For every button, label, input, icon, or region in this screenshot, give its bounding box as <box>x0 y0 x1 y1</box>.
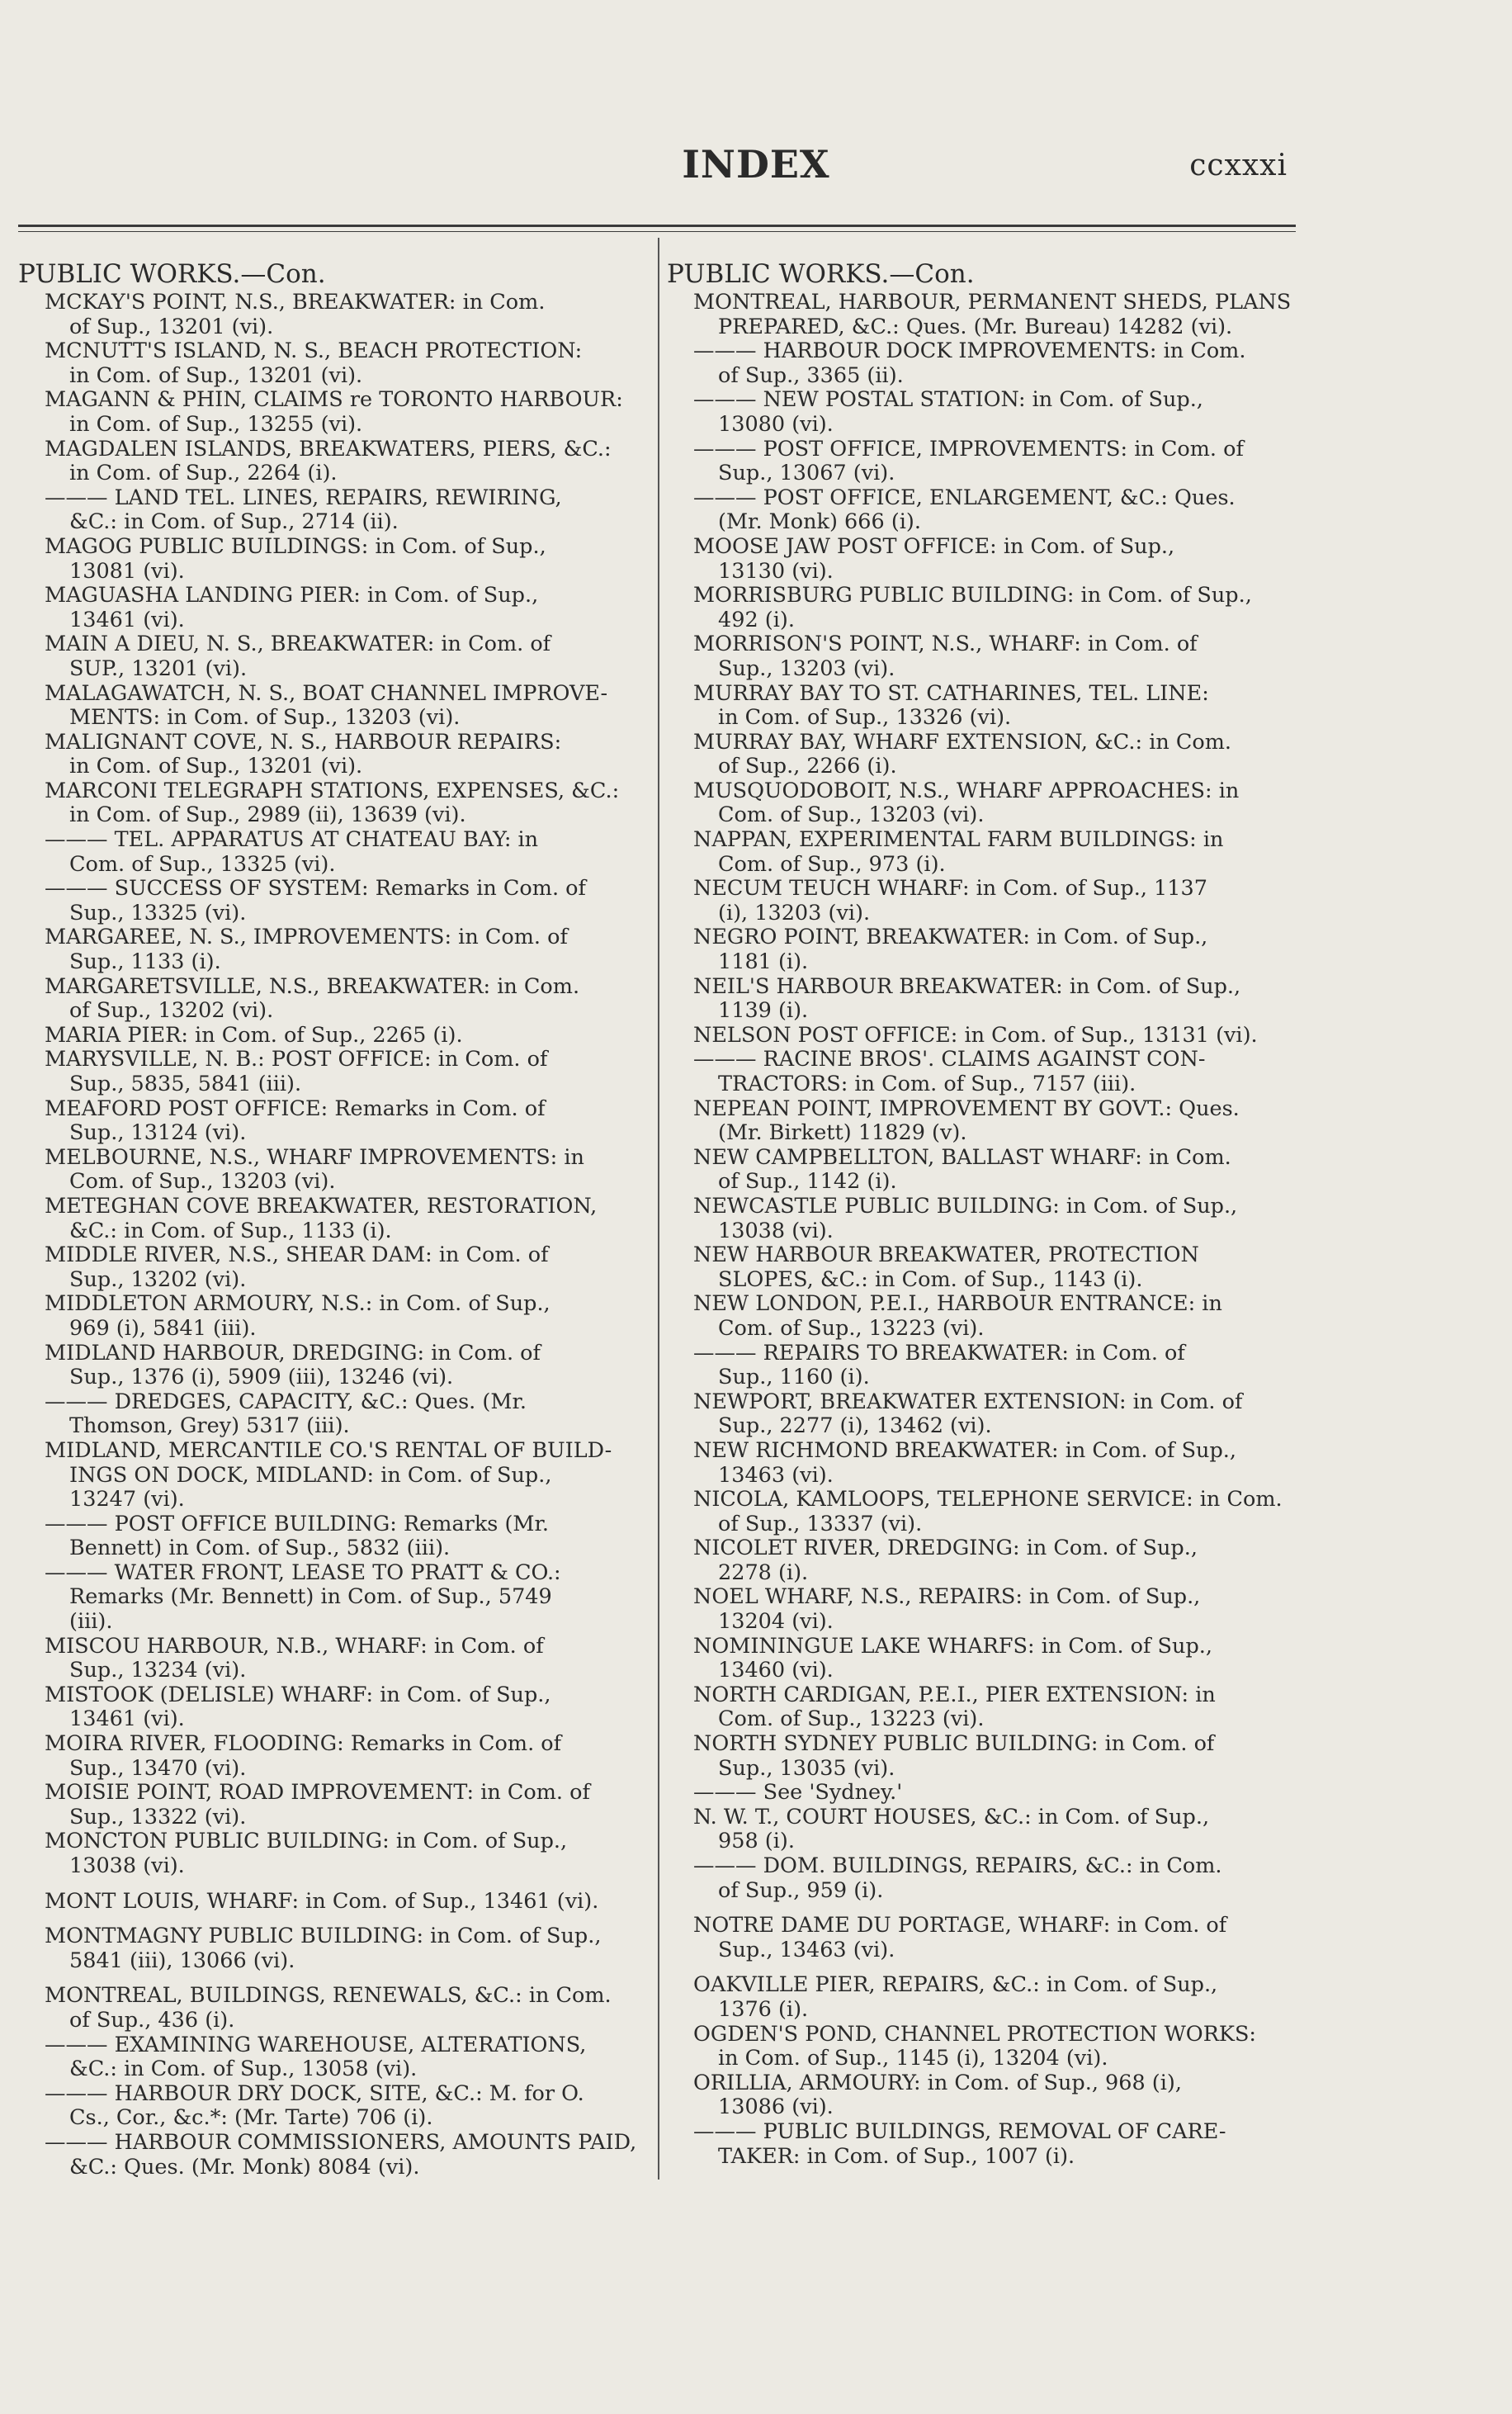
index-entry <box>667 975 1296 1024</box>
index-entry <box>667 1732 1296 1781</box>
index-entry <box>667 388 1296 437</box>
index-entry-line: Sup., 13325 (vi). <box>69 900 247 925</box>
index-entry-line: Thomson, Grey) 5317 (iii). <box>69 1413 350 1439</box>
index-entry <box>667 1024 1296 1048</box>
index-entry <box>667 2071 1296 2120</box>
index-entry-line: MIDLAND, MERCANTILE CO.'S RENTAL OF BUILD- <box>45 1437 612 1463</box>
index-entry <box>18 1890 647 1915</box>
index-entry-line: Sup., 13234 (vi). <box>69 1658 247 1683</box>
index-entry <box>667 1635 1296 1683</box>
index-entry-line: ——— EXAMINING WAREHOUSE, ALTERATIONS, <box>45 2032 587 2057</box>
index-entry <box>18 1439 647 1512</box>
index-entry-line: in Com. of Sup., 1145 (i), 13204 (vi). <box>718 2046 1108 2071</box>
index-entry-line: in Com. of Sup., 13201 (vi). <box>69 754 363 779</box>
index-entry-line: MARIA PIER: in Com. of Sup., 2265 (i). <box>45 1022 463 1048</box>
index-entry-line: MORRISBURG PUBLIC BUILDING: in Com. of Sup., <box>693 583 1252 608</box>
right-column-heading: PUBLIC WORKS.—Con. <box>667 259 975 289</box>
index-entry-line: MAGOG PUBLIC BUILDINGS: in Com. of Sup., <box>45 533 546 559</box>
index-entry <box>18 291 647 339</box>
index-entry-line: (iii). <box>69 1609 113 1635</box>
index-entry-line: ——— See 'Sydney.' <box>693 1780 903 1806</box>
header-rule-thick <box>18 225 1296 227</box>
index-entry-line: Sup., 1133 (i). <box>69 949 221 975</box>
index-entry-line: MISCOU HARBOUR, N.B., WHARF: in Com. of <box>45 1633 544 1659</box>
index-entry-line: NEW RICHMOND BREAKWATER: in Com. of Sup., <box>693 1437 1236 1463</box>
index-entry <box>667 828 1296 877</box>
index-entry-line: ——— DOM. BUILDINGS, REPAIRS, &C.: in Com. <box>693 1853 1222 1878</box>
index-entry-line: &C.: in Com. of Sup., 1133 (i). <box>69 1218 392 1243</box>
index-entry <box>667 682 1296 731</box>
index-entry-line: 13081 (vi). <box>69 558 185 584</box>
index-entry-line: OAKVILLE PIER, REPAIRS, &C.: in Com. of Sup., <box>693 1972 1218 1998</box>
index-entry <box>667 438 1296 486</box>
index-entry-line: Bennett) in Com. of Sup., 5832 (iii). <box>69 1536 451 1561</box>
index-entry-line: 5841 (iii), 13066 (vi). <box>69 1948 295 1973</box>
index-entry <box>18 1924 647 1973</box>
index-entry-line: MARGARETSVILLE, N.S., BREAKWATER: in Com. <box>45 973 580 999</box>
index-entry <box>18 438 647 486</box>
index-entry <box>667 1292 1296 1341</box>
index-entry-line: 969 (i), 5841 (iii). <box>69 1315 257 1341</box>
index-entry <box>18 1024 647 1048</box>
index-entry <box>667 1146 1296 1195</box>
index-entry <box>18 2082 647 2131</box>
index-entry-line: ——— SUCCESS OF SYSTEM: Remarks in Com. of <box>45 876 586 902</box>
index-entry-line: ——— HARBOUR DOCK IMPROVEMENTS: in Com. <box>693 338 1246 364</box>
index-entry-line: Sup., 1160 (i). <box>718 1365 870 1390</box>
index-entry-line: NEWCASTLE PUBLIC BUILDING: in Com. of Sup., <box>693 1193 1238 1219</box>
index-entry-line: Com. of Sup., 13325 (vi). <box>69 851 336 877</box>
index-entry-line: &C.: in Com. of Sup., 2714 (ii). <box>69 509 399 535</box>
index-entry <box>18 1732 647 1781</box>
index-entry-line: MEAFORD POST OFFICE: Remarks in Com. of <box>45 1096 546 1121</box>
index-entry-line: 13460 (vi). <box>718 1658 834 1683</box>
index-entry <box>18 1984 647 2033</box>
index-entry-line: &C.: Ques. (Mr. Monk) 8084 (vi). <box>69 2154 420 2180</box>
index-entry <box>18 535 647 584</box>
index-entry-line: NEW CAMPBELLTON, BALLAST WHARF: in Com. <box>693 1144 1231 1170</box>
index-entry-line: NOTRE DAME DU PORTAGE, WHARF: in Com. of <box>693 1913 1227 1938</box>
index-entry-line: MURRAY BAY, WHARF EXTENSION, &C.: in Com. <box>693 729 1232 755</box>
index-entry-line: Sup., 13463 (vi). <box>718 1937 895 1962</box>
index-entry-line: Com. of Sup., 973 (i). <box>718 851 946 877</box>
index-entry-line: MARCONI TELEGRAPH STATIONS, EXPENSES, &C.: <box>45 778 620 803</box>
page-number: ccxxxi <box>1189 149 1288 182</box>
index-entry-line: ——— HARBOUR DRY DOCK, SITE, &C.: M. for O. <box>45 2080 584 2106</box>
index-entry-line: (i), 13203 (vi). <box>718 900 871 925</box>
index-entry <box>667 1097 1296 1146</box>
index-entry-line: Sup., 13067 (vi). <box>718 461 895 486</box>
index-entry-line: MELBOURNE, N.S., WHARF IMPROVEMENTS: in <box>45 1144 584 1170</box>
index-entry-line: METEGHAN COVE BREAKWATER, RESTORATION, <box>45 1193 598 1219</box>
index-entry <box>18 339 647 388</box>
index-entry-line: TRACTORS: in Com. of Sup., 7157 (iii). <box>718 1072 1136 1096</box>
index-entry-line: MONT LOUIS, WHARF: in Com. of Sup., 13461 (vi). <box>45 1888 599 1914</box>
index-entry-line: NEW HARBOUR BREAKWATER, PROTECTION <box>693 1242 1199 1268</box>
index-entry-line: NEIL'S HARBOUR BREAKWATER: in Com. of Sup., <box>693 973 1241 999</box>
index-entry <box>18 486 647 535</box>
index-entry <box>18 1342 647 1390</box>
index-entry-line: NAPPAN, EXPERIMENTAL FARM BUILDINGS: in <box>693 827 1224 853</box>
index-entry-line: SUP., 13201 (vi). <box>69 656 248 681</box>
index-entry-line: 492 (i). <box>718 607 795 632</box>
index-entry <box>667 1342 1296 1390</box>
index-entry-line: of Sup., 2266 (i). <box>718 754 897 779</box>
index-entry-line: of Sup., 959 (i). <box>718 1877 884 1903</box>
index-entry-line: MUSQUODOBOIT, N.S., WHARF APPROACHES: in <box>693 778 1240 803</box>
index-entry-line: MALIGNANT COVE, N. S., HARBOUR REPAIRS: <box>45 729 562 755</box>
index-entry-line: NOEL WHARF, N.S., REPAIRS: in Com. of Sup., <box>693 1584 1201 1610</box>
index-entry-line: N. W. T., COURT HOUSES, &C.: in Com. of Sup., <box>693 1804 1210 1829</box>
index-entry <box>667 632 1296 681</box>
index-entry-line: of Sup., 13202 (vi). <box>69 998 274 1024</box>
index-entry-line: Com. of Sup., 13203 (vi). <box>69 1169 336 1195</box>
index-entry <box>667 1536 1296 1585</box>
index-entry-line: MCKAY'S POINT, N.S., BREAKWATER: in Com. <box>45 290 546 315</box>
index-entry-line: NORTH CARDIGAN, P.E.I., PIER EXTENSION: in <box>693 1682 1216 1707</box>
index-entry-line: 13086 (vi). <box>718 2094 834 2120</box>
index-entry <box>18 1195 647 1243</box>
left-column-heading: PUBLIC WORKS.—Con. <box>18 259 326 289</box>
index-entry-line: ——— POST OFFICE BUILDING: Remarks (Mr. <box>45 1511 550 1536</box>
index-entry <box>18 1829 647 1878</box>
index-entry-line: 13038 (vi). <box>69 1853 185 1878</box>
index-entry-line: SLOPES, &C.: in Com. of Sup., 1143 (i). <box>718 1266 1143 1292</box>
index-entry-line: Sup., 13322 (vi). <box>69 1804 247 1829</box>
index-entry-line: MIDDLE RIVER, N.S., SHEAR DAM: in Com. of <box>45 1242 549 1268</box>
index-entry <box>18 877 647 925</box>
index-entry-line: ——— LAND TEL. LINES, REPAIRS, REWIRING, <box>45 485 562 510</box>
index-entry <box>18 1512 647 1561</box>
index-entry-line: NEWPORT, BREAKWATER EXTENSION: in Com. of <box>693 1389 1243 1414</box>
index-entry-line: MONTREAL, BUILDINGS, RENEWALS, &C.: in Com. <box>45 1983 612 2009</box>
index-entry-line: 13463 (vi). <box>718 1462 834 1488</box>
page-title: INDEX <box>682 142 830 187</box>
index-entry-line: MARGAREE, N. S., IMPROVEMENTS: in Com. of <box>45 925 568 950</box>
index-entry-line: MORRISON'S POINT, N.S., WHARF: in Com. of <box>693 632 1198 657</box>
index-entry <box>18 1561 647 1635</box>
index-entry <box>18 1097 647 1146</box>
index-entry <box>18 1048 647 1096</box>
index-entry-line: Com. of Sup., 13223 (vi). <box>718 1315 985 1341</box>
index-entry-line: ——— NEW POSTAL STATION: in Com. of Sup., <box>693 387 1203 413</box>
index-entry-line: NOMININGUE LAKE WHARFS: in Com. of Sup., <box>693 1633 1212 1659</box>
index-entry-line: 13130 (vi). <box>718 558 834 584</box>
right-entry-list <box>667 291 1296 2169</box>
index-entry-line: Cs., Cor., &c.*: (Mr. Tarte) 706 (i). <box>69 2105 433 2131</box>
index-entry <box>18 2131 647 2180</box>
index-entry-line: ——— POST OFFICE, ENLARGEMENT, &C.: Ques. <box>693 485 1236 510</box>
index-entry-line: Sup., 13124 (vi). <box>69 1120 247 1146</box>
index-entry-line: 13461 (vi). <box>69 1706 185 1732</box>
index-entry <box>667 877 1296 925</box>
index-entry-line: Com. of Sup., 13223 (vi). <box>718 1706 985 1732</box>
header-rule-thin <box>18 231 1296 232</box>
index-entry <box>667 1781 1296 1806</box>
index-entry-line: MOOSE JAW POST OFFICE: in Com. of Sup., <box>693 533 1175 559</box>
index-entry-line: MAGUASHA LANDING PIER: in Com. of Sup., <box>45 583 539 608</box>
index-entry <box>18 1146 647 1195</box>
index-entry <box>18 388 647 437</box>
index-entry-line: 958 (i). <box>718 1829 795 1854</box>
right-column <box>667 258 1296 2169</box>
index-entry <box>667 1439 1296 1488</box>
index-entry-line: MONTREAL, HARBOUR, PERMANENT SHEDS, PLANS <box>693 290 1292 315</box>
index-entry <box>18 632 647 681</box>
index-entry-line: TAKER: in Com. of Sup., 1007 (i). <box>718 2143 1075 2169</box>
index-entry <box>667 291 1296 339</box>
index-entry-line: PREPARED, &C.: Ques. (Mr. Bureau) 14282 (vi). <box>718 314 1233 339</box>
index-entry-line: MIDDLETON ARMOURY, N.S.: in Com. of Sup., <box>45 1291 550 1317</box>
index-entry <box>667 1585 1296 1634</box>
index-entry <box>18 828 647 877</box>
index-entry-line: MOIRA RIVER, FLOODING: Remarks in Com. of <box>45 1731 562 1757</box>
index-entry <box>18 584 647 632</box>
index-entry-line: MURRAY BAY TO ST. CATHARINES, TEL. LINE: <box>693 680 1209 706</box>
index-entry <box>667 1390 1296 1439</box>
index-entry-line: Sup., 5835, 5841 (iii). <box>69 1072 302 1096</box>
index-entry-line: NELSON POST OFFICE: in Com. of Sup., 13131 (vi). <box>693 1022 1258 1048</box>
index-entry-line: ——— POST OFFICE, IMPROVEMENTS: in Com. of <box>693 436 1244 462</box>
index-entry-line: of Sup., 13337 (vi). <box>718 1511 923 1536</box>
index-entry-line: MCNUTT'S ISLAND, N. S., BEACH PROTECTION: <box>45 338 583 364</box>
index-entry <box>18 779 647 828</box>
index-entry-line: Remarks (Mr. Bennett) in Com. of Sup., 5749 <box>69 1584 552 1610</box>
index-entry <box>18 1781 647 1829</box>
index-entry <box>18 1390 647 1439</box>
index-entry-line: Sup., 13202 (vi). <box>69 1266 247 1292</box>
index-entry-line: of Sup., 3365 (ii). <box>718 362 904 388</box>
index-entry-line: ——— REPAIRS TO BREAKWATER: in Com. of <box>693 1340 1185 1366</box>
left-entry-list <box>18 291 647 2180</box>
index-entry-line: in Com. of Sup., 2989 (ii), 13639 (vi). <box>69 802 466 828</box>
index-entry-line: ——— DREDGES, CAPACITY, &C.: Ques. (Mr. <box>45 1389 527 1414</box>
index-entry <box>18 2033 647 2082</box>
index-entry-line: NEW LONDON, P.E.I., HARBOUR ENTRANCE: in <box>693 1291 1222 1317</box>
column-divider <box>658 238 659 2180</box>
index-entry-line: 1139 (i). <box>718 998 809 1024</box>
index-entry-line: MARYSVILLE, N. B.: POST OFFICE: in Com. of <box>45 1047 548 1072</box>
index-entry <box>667 2120 1296 2169</box>
index-entry-line: MIDLAND HARBOUR, DREDGING: in Com. of <box>45 1340 541 1366</box>
index-entry-line: (Mr. Birkett) 11829 (v). <box>718 1120 967 1146</box>
index-entry-line: in Com. of Sup., 2264 (i). <box>69 461 338 486</box>
index-entry-line: NEGRO POINT, BREAKWATER: in Com. of Sup., <box>693 925 1208 950</box>
index-entry-line: MONCTON PUBLIC BUILDING: in Com. of Sup., <box>45 1829 568 1854</box>
index-entry-line: (Mr. Monk) 666 (i). <box>718 509 921 535</box>
index-entry <box>667 1488 1296 1536</box>
index-entry-line: NECUM TEUCH WHARF: in Com. of Sup., 1137 <box>693 876 1207 902</box>
index-entry-line: of Sup., 1142 (i). <box>718 1169 897 1195</box>
index-entry <box>667 486 1296 535</box>
index-entry-line: &C.: in Com. of Sup., 13058 (vi). <box>69 2057 418 2082</box>
index-entry <box>667 1806 1296 1854</box>
left-column <box>18 258 647 2180</box>
index-entry <box>667 535 1296 584</box>
index-entry-line: 13461 (vi). <box>69 607 185 632</box>
index-entry <box>667 925 1296 974</box>
index-entry-line: ——— HARBOUR COMMISSIONERS, AMOUNTS PAID, <box>45 2129 637 2155</box>
index-entry-line: Sup., 2277 (i), 13462 (vi). <box>718 1413 992 1439</box>
index-entry <box>18 925 647 974</box>
index-entry <box>667 1243 1296 1292</box>
index-entry <box>667 339 1296 388</box>
index-entry-line: MAGDALEN ISLANDS, BREAKWATERS, PIERS, &C.: <box>45 436 612 462</box>
index-entry <box>667 1048 1296 1096</box>
index-entry-line: ——— PUBLIC BUILDINGS, REMOVAL OF CARE- <box>693 2118 1226 2144</box>
index-entry-line: ——— RACINE BROS'. CLAIMS AGAINST CON- <box>693 1047 1206 1072</box>
index-entry-line: NORTH SYDNEY PUBLIC BUILDING: in Com. of <box>693 1731 1215 1757</box>
index-entry <box>18 1292 647 1341</box>
index-entry-line: MONTMAGNY PUBLIC BUILDING: in Com. of Sup., <box>45 1924 602 1949</box>
index-entry <box>667 1683 1296 1732</box>
index-entry <box>18 682 647 731</box>
index-entry-line: ORILLIA, ARMOURY: in Com. of Sup., 968 (i), <box>693 2070 1182 2095</box>
index-entry <box>18 1683 647 1732</box>
index-entry-line: in Com. of Sup., 13326 (vi). <box>718 705 1012 731</box>
index-entry-line: MALAGAWATCH, N. S., BOAT CHANNEL IMPROVE- <box>45 680 608 706</box>
index-entry-line: MOISIE POINT, ROAD IMPROVEMENT: in Com. of <box>45 1780 590 1806</box>
index-entry-line: NEPEAN POINT, IMPROVEMENT BY GOVT.: Ques. <box>693 1096 1240 1121</box>
index-entry-line: INGS ON DOCK, MIDLAND: in Com. of Sup., <box>69 1462 552 1488</box>
index-entry-line: Sup., 13470 (vi). <box>69 1755 247 1781</box>
index-entry-line: 1376 (i). <box>718 1996 809 2022</box>
index-entry-line: 1181 (i). <box>718 949 809 975</box>
index-entry-line: ——— TEL. APPARATUS AT CHATEAU BAY: in <box>45 827 539 853</box>
index-entry <box>667 779 1296 828</box>
index-entry <box>18 731 647 779</box>
index-entry-line: 2278 (i). <box>718 1560 809 1585</box>
index-entry-line: OGDEN'S POND, CHANNEL PROTECTION WORKS: <box>693 2021 1257 2047</box>
index-entry-line: 13247 (vi). <box>69 1487 185 1512</box>
index-entry-line: in Com. of Sup., 13201 (vi). <box>69 362 363 388</box>
index-entry <box>18 1635 647 1683</box>
index-entry-line: MISTOOK (DELISLE) WHARF: in Com. of Sup., <box>45 1682 551 1707</box>
index-entry-line: 13080 (vi). <box>718 411 834 437</box>
index-entry-line: Sup., 13203 (vi). <box>718 656 895 681</box>
index-entry-line: Com. of Sup., 13203 (vi). <box>718 802 985 828</box>
index-entry <box>667 2023 1296 2071</box>
index-entry-line: MAGANN & PHIN, CLAIMS re TORONTO HARBOUR: <box>45 387 623 413</box>
index-entry <box>667 584 1296 632</box>
index-entry-line: 13204 (vi). <box>718 1609 834 1635</box>
index-entry-line: of Sup., 436 (i). <box>69 2007 235 2033</box>
index-entry-line: Sup., 13035 (vi). <box>718 1755 895 1781</box>
index-entry <box>667 1914 1296 1962</box>
index-entry-line: ——— WATER FRONT, LEASE TO PRATT & CO.: <box>45 1560 561 1585</box>
index-entry-line: NICOLET RIVER, DREDGING: in Com. of Sup., <box>693 1536 1198 1561</box>
index-entry <box>667 1854 1296 1903</box>
index-entry <box>18 1243 647 1292</box>
index-entry <box>667 731 1296 779</box>
index-entry <box>18 975 647 1024</box>
index-entry-line: in Com. of Sup., 13255 (vi). <box>69 411 363 437</box>
index-entry-line: Sup., 1376 (i), 5909 (iii), 13246 (vi). <box>69 1365 454 1390</box>
index-entry-line: MAIN A DIEU, N. S., BREAKWATER: in Com. of <box>45 632 551 657</box>
index-entry <box>667 1973 1296 2022</box>
index-entry <box>667 1195 1296 1243</box>
index-entry-line: 13038 (vi). <box>718 1218 834 1243</box>
index-entry-line: NICOLA, KAMLOOPS, TELEPHONE SERVICE: in Com. <box>693 1487 1283 1512</box>
index-entry-line: of Sup., 13201 (vi). <box>69 314 274 339</box>
index-entry-line: MENTS: in Com. of Sup., 13203 (vi). <box>69 705 461 731</box>
